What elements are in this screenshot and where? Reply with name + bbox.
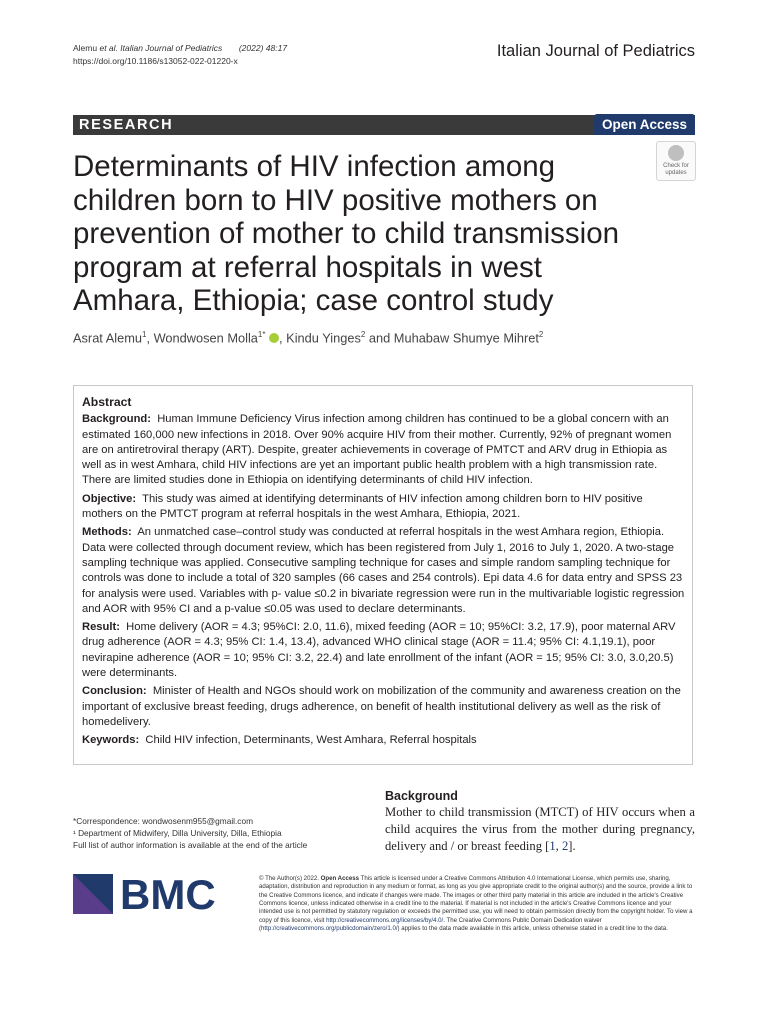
- abstract-heading: Abstract: [82, 395, 132, 409]
- author-affiliation: 2: [360, 330, 366, 339]
- public-domain-link[interactable]: http://creativecommons.org/publicdomain/zero/1.0/: [261, 925, 398, 933]
- citation-header: [73, 42, 287, 68]
- abstract-keywords: Keywords: Child HIV infection, Determinants, West Amhara, Referral hospitals: [82, 734, 477, 747]
- citation-volume: (2022) 48:17: [238, 43, 288, 53]
- bmc-logo-text: BMC: [120, 874, 216, 914]
- reference-link[interactable]: 1: [549, 839, 556, 853]
- abstract-background: Background: Human Immune Deficiency Virus infection among children has continued to be a global concern with an estimated 160,000 new infections in 2018. Over 90% acquire HIV from their mother. Currently, 92% of pregnant women are on antiretroviral therapy (ART). Despite, greater achievements in coverage of PMTCT and ARV drug in Ethiopia as well as in west Amhara, child HIV infections are yet an important public health problem with a high transmission rate. There are limited studies done in Ethiopia on identifying determinants of child HIV infection.: [82, 413, 672, 487]
- background-heading: Background: [385, 789, 458, 803]
- author-list: Asrat Alemu$^1$, Wondwosen Molla$^{1*}$ , Kindu Yinges$^2$ and Muhabaw Shumye Mihret$^2$: [73, 330, 544, 346]
- author-affiliation: 2: [538, 330, 544, 339]
- bmc-logo: [73, 874, 218, 914]
- background-text: Mother to child transmission (MTCT) of HIV occurs when a child acquires the virus from the mother during pregnancy, delivery and / or breast feeding [1, 2].: [385, 805, 695, 853]
- doi-link[interactable]: https://doi.org/10.1186/s13052-022-01220-x: [73, 56, 238, 66]
- check-for-updates-button[interactable]: [656, 141, 696, 181]
- orcid-icon[interactable]: [269, 333, 279, 343]
- citation-journal: et al. Italian Journal of Pediatrics: [99, 43, 223, 53]
- abstract-objective: Objective: This study was aimed at identifying determinants of HIV infection among children born to HIV positive mothers on the PMTCT program at referral hospitals in the west Amhara, Ethiopia, 2021.: [82, 492, 643, 521]
- author-affiliation: 1*: [257, 330, 266, 339]
- author-name: Muhabaw Shumye Mihret: [393, 330, 539, 346]
- author-name: Kindu Yinges: [286, 330, 361, 346]
- abstract-conclusion: Conclusion: Minister of Health and NGOs should work on mobilization of the community and awareness creation on the important of exclusive breast feeding, drugs adherence, on benefit of health institutional delivery as well as the risk of homedelivery.: [82, 685, 681, 728]
- author-affiliation: 1: [142, 330, 147, 339]
- abstract-box: [73, 385, 693, 765]
- author-name: Asrat Alemu: [73, 330, 142, 346]
- author-name: Wondwosen Molla: [153, 330, 258, 346]
- abstract-methods: Methods: An unmatched case–control study was conducted at referral hospitals in the west Amhara region, Ethiopia. Data were collected through document review, which has been registered from July 1, 2016 to July 1, 2020. A two-stage sampling technique was applied. Consecutive sampling technique for cases and simple random sampling technique for controls was done to include a total of 320 samples (66 cases and 254 controls). Epi data 4.6 for data entry and SPSS 23 for analysis were used. Variables with p- value ≤0.2 in bivariate regression were run in the multivariable logistic regression and AOR with 95% CI and a p-value ≤0.05 was used to declare determinants.: [82, 526, 685, 615]
- license-link[interactable]: http://creativecommons.org/licenses/by/4.0/: [326, 916, 444, 924]
- author-info-note: Full list of author information is available at the end of the article: [73, 840, 308, 851]
- article-type-label: RESEARCH: [79, 117, 174, 133]
- journal-name: Italian Journal of Pediatrics: [496, 42, 695, 60]
- correspondence-email[interactable]: *Correspondence: wondwosenm955@gmail.com: [73, 816, 253, 826]
- abstract-result: Result: Home delivery (AOR = 4.3; 95%CI: 2.0, 11.6), mixed feeding (AOR = 10; 95%CI: 3.2, 17.9), poor maternal ARV drug adherence (AOR = 4.3; 95% CI: 1.4, 13.4), advanced WHO clinical stage (AOR = 11.4; 95% CI: 4.1,19.1), poor nevirapine adherence (AOR = 10; 95% CI: 3.2, 22.4) and late enrollment of the infant (AOR = 15; 95% CI: 3.0, 3.0,20.5) were determinants.: [82, 621, 676, 680]
- check-updates-label: Check for updates: [663, 163, 689, 176]
- reference-link[interactable]: 2: [561, 839, 569, 853]
- affiliation-note: ¹ Department of Midwifery, Dilla University, Dilla, Ethiopia: [73, 828, 282, 839]
- check-updates-icon: [668, 145, 684, 161]
- open-access-badge: Open Access: [594, 114, 695, 135]
- license-text: © The Author(s) 2022. Open Access This article is licensed under a Creative Commons Attribution 4.0 International License, which permits use, sharing, adaptation, distribution and reproduction in any medium or format, as long as you give appropriate credit to the original author(s) and the source, provide a link to the Creative Commons licence, and indicate if changes were made. The images or other third party material in this article are included in the article's Creative Commons licence, unless indicated otherwise in a credit line to the material. If material is not included in the article's Creative Commons licence and your intended use is not permitted by statutory regulation or exceeds the permitted use, you will need to obtain permission directly from the copyright holder. To view a copy of this licence, visit http://creativecommons.org/licenses/by/4.0/. The Creative Commons Public Domain Dedication waiver (http://creativecommons.org/publicdomain/zero/1.0/) applies to the data made available in this article, unless otherwise stated in a credit line to the data.: [259, 875, 693, 933]
- article-title: Determinants of HIV infection among children born to HIV positive mothers on prevention of mother to child transmission program at referral hospitals in west Amhara, Ethiopia; case control study: [73, 150, 620, 317]
- citation-authors: Alemu: [73, 43, 100, 53]
- correspondence-info: [73, 815, 373, 852]
